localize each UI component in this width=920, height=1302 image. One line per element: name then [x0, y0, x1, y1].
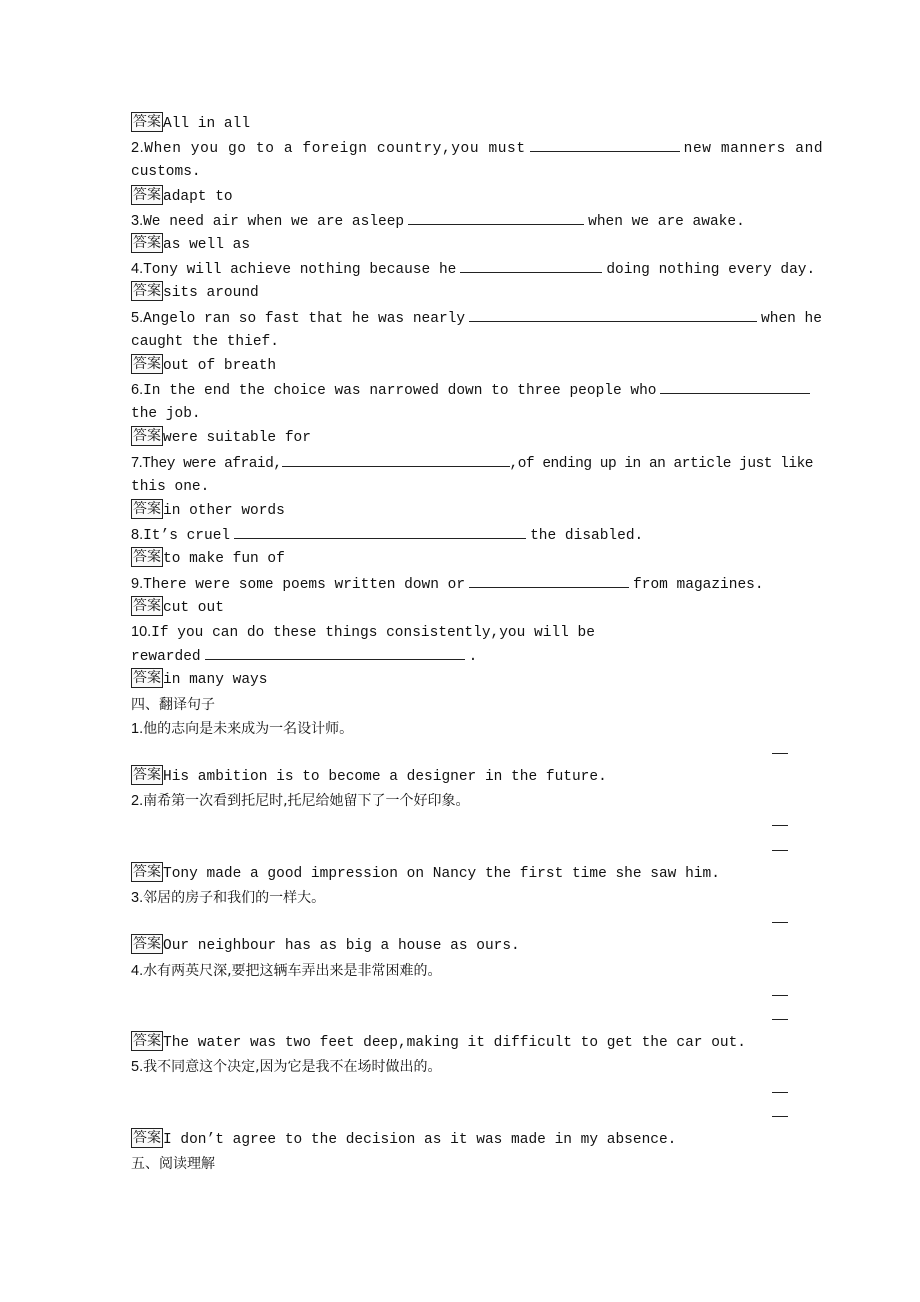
answer-badge: 答案 — [133, 114, 161, 130]
answer-writing-line — [131, 813, 791, 837]
question-number: 4. — [131, 261, 144, 278]
question-text: We need air when we are asleep — [143, 213, 405, 230]
answer-writing-line — [131, 741, 791, 765]
question-text-after: new manners and — [683, 141, 824, 158]
answer-text: to make fun of — [163, 551, 285, 568]
section-title: 五、阅读理解 — [131, 1156, 215, 1173]
writing-line-mark — [772, 825, 788, 826]
translation-prompt — [131, 1055, 791, 1079]
question-number: 5. — [131, 309, 144, 326]
answer-badge: 答案 — [133, 936, 161, 953]
translation-prompt — [131, 789, 791, 813]
answer-blank — [460, 257, 602, 273]
chinese-sentence: 他的志向是未来成为一名设计师。 — [143, 720, 354, 737]
question-text: They were afraid, — [142, 455, 282, 472]
question-text: There were some poems written down or — [143, 576, 466, 593]
answer-line — [131, 1128, 791, 1152]
answer-blank — [234, 523, 526, 539]
answer-blank — [469, 306, 757, 322]
answer-blank — [530, 136, 680, 152]
question-number: 9. — [131, 575, 144, 592]
answer-writing-line — [131, 1007, 791, 1031]
answer-writing-line — [131, 1080, 791, 1104]
question-text-after: . — [468, 649, 478, 666]
answer-badge: 答案 — [133, 1033, 161, 1050]
answer-line — [131, 499, 791, 523]
answer-text: sits around — [163, 285, 259, 302]
answer-line — [131, 112, 791, 136]
answer-badge: 答案 — [133, 283, 161, 300]
answer-text: Tony made a good impression on Nancy the first time she saw him. — [163, 865, 720, 882]
question-line — [131, 451, 813, 475]
answer-badge: 答案 — [133, 597, 161, 614]
writing-line-mark — [772, 995, 788, 996]
answer-line — [131, 354, 791, 378]
answer-text: cut out — [163, 599, 224, 616]
writing-line-mark — [772, 1116, 788, 1117]
question-number: 3. — [131, 890, 144, 906]
section-title: 四、翻译句子 — [131, 696, 215, 713]
answer-line — [131, 547, 791, 571]
answer-text: in other words — [163, 503, 285, 519]
question-text-after: when he — [761, 310, 822, 327]
answer-text: in many ways — [163, 672, 268, 689]
question-line — [131, 620, 791, 644]
question-text: In the end the choice was narrowed down to three people who — [143, 383, 657, 400]
question-continuation — [131, 644, 791, 668]
answer-writing-line — [131, 838, 791, 862]
question-text: When you go to a foreign country,you must — [144, 141, 526, 158]
question-text-after: the disabled. — [530, 528, 644, 545]
question-continuation: this one. — [131, 478, 210, 495]
question-number: 3. — [131, 212, 144, 229]
question-number: 1. — [131, 720, 144, 737]
question-line — [131, 209, 791, 233]
question-number: 7. — [131, 454, 143, 471]
answer-blank — [469, 572, 629, 588]
answer-badge: 答案 — [133, 767, 161, 784]
question-line — [131, 572, 791, 596]
question-text-after: ,of ending up in an article just like — [509, 455, 813, 472]
answer-badge: 答案 — [133, 1129, 161, 1146]
chinese-sentence: 南希第一次看到托尼时,托尼给她留下了一个好印象。 — [143, 793, 470, 810]
chinese-sentence: 水有两英尺深,要把这辆车弄出来是非常困难的。 — [143, 962, 442, 979]
answer-text: I don’t agree to the decision as it was made in my absence. — [163, 1131, 677, 1148]
answer-blank — [205, 644, 465, 660]
answer-line — [131, 1031, 791, 1055]
answer-line — [131, 862, 791, 886]
document-page — [131, 112, 824, 1176]
question-text: Tony will achieve nothing because he — [143, 262, 457, 279]
answer-badge: 答案 — [133, 670, 161, 687]
answer-line — [131, 281, 791, 305]
answer-badge: 答案 — [133, 501, 161, 517]
answer-line — [131, 233, 791, 257]
answer-text: adapt to — [163, 188, 233, 205]
writing-line-mark — [772, 1019, 788, 1020]
answer-badge: 答案 — [133, 234, 161, 251]
translation-prompt — [131, 959, 791, 983]
question-line — [131, 257, 816, 281]
answer-line — [131, 596, 791, 620]
chinese-sentence: 邻居的房子和我们的一样大。 — [143, 890, 326, 906]
question-line — [131, 378, 791, 402]
question-line — [131, 136, 824, 160]
answer-blank — [660, 378, 810, 394]
answer-writing-line — [131, 1104, 791, 1128]
answer-line — [131, 934, 791, 958]
answer-writing-line — [131, 910, 791, 934]
answer-text: His ambition is to become a designer in the future. — [163, 769, 607, 786]
writing-line-mark — [772, 753, 788, 754]
question-line — [131, 306, 822, 330]
question-text: rewarded — [131, 649, 201, 666]
question-continuation: customs. — [131, 164, 201, 181]
question-number: 2. — [131, 793, 144, 810]
answer-text: All in all — [163, 116, 251, 132]
answer-line — [131, 668, 791, 692]
writing-line-mark — [772, 850, 788, 851]
answer-line — [131, 765, 791, 789]
translation-prompt — [131, 717, 791, 741]
chinese-sentence: 我不同意这个决定,因为它是我不在场时做出的。 — [143, 1059, 442, 1076]
question-text-after: from magazines. — [633, 576, 764, 593]
answer-line — [131, 426, 791, 450]
answer-text: Our neighbour has as big a house as ours. — [163, 938, 520, 955]
question-text: If you can do these things consistently,you will be — [151, 624, 595, 641]
question-line — [131, 523, 791, 547]
answer-badge: 答案 — [133, 355, 161, 372]
question-number: 2. — [131, 140, 145, 157]
question-number: 8. — [131, 527, 144, 544]
answer-text: The water was two feet deep,making it difficult to get the car out. — [163, 1035, 746, 1052]
question-text: Angelo ran so fast that he was nearly — [143, 310, 466, 327]
question-text: It’s cruel — [143, 528, 231, 545]
question-number: 10. — [131, 623, 152, 640]
answer-badge: 答案 — [133, 428, 161, 445]
answer-blank — [408, 209, 584, 225]
answer-writing-line — [131, 983, 791, 1007]
answer-text: as well as — [163, 236, 251, 253]
question-number: 6. — [131, 382, 144, 399]
question-text-after: when we are awake. — [588, 213, 745, 230]
answer-badge: 答案 — [133, 863, 161, 880]
question-text-after: doing nothing every day. — [606, 262, 816, 279]
question-continuation: the job. — [131, 406, 201, 423]
answer-text: out of breath — [163, 357, 277, 374]
question-number: 4. — [131, 962, 144, 979]
writing-line-mark — [772, 1092, 788, 1093]
writing-line-mark — [772, 922, 788, 923]
question-continuation: caught the thief. — [131, 333, 279, 350]
answer-line — [131, 185, 791, 209]
translation-prompt — [131, 886, 791, 910]
answer-text: were suitable for — [163, 430, 311, 447]
question-number: 5. — [131, 1059, 144, 1076]
answer-blank — [282, 451, 510, 467]
answer-badge: 答案 — [133, 549, 161, 566]
answer-badge: 答案 — [133, 186, 161, 203]
